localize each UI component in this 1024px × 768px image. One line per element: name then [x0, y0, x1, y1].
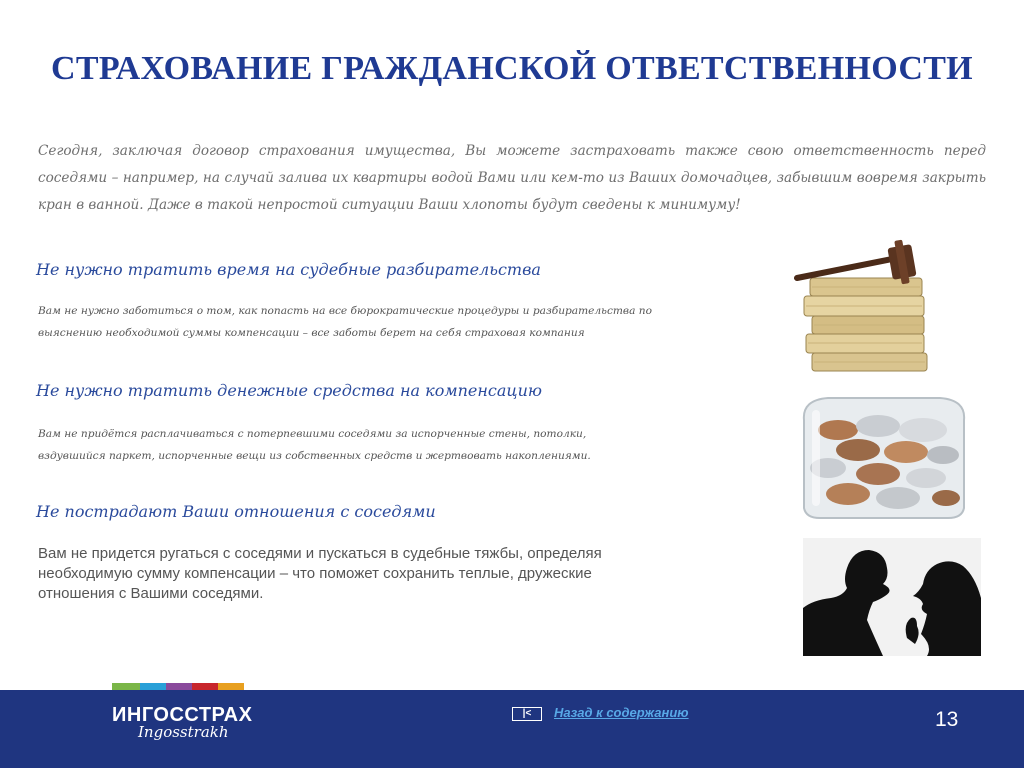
- back-to-contents-link[interactable]: Назад к содержанию: [554, 705, 689, 720]
- back-to-contents-icon[interactable]: |<: [512, 707, 542, 721]
- brand-stripe-blue: [140, 683, 166, 690]
- logo-main-text: ИНГОССТРАХ: [112, 704, 253, 726]
- section-3-line-2: необходимую сумму компенсации – что поможет сохранить теплые, дружеские: [38, 565, 592, 582]
- section-3-heading: Не пострадают Ваши отношения с соседями: [36, 502, 436, 521]
- section-1-text: [38, 300, 658, 344]
- section-3-line-1: Вам не придется ругаться с соседями и пускаться в судебные тяжбы, определяя: [38, 545, 602, 562]
- coin-jar-image: [798, 390, 970, 520]
- section-2-text: [38, 423, 658, 467]
- page-title: СТРАХОВАНИЕ ГРАЖДАНСКОЙ ОТВЕТСТВЕННОСТИ: [51, 50, 973, 87]
- gavel-and-books-image: [792, 238, 942, 376]
- brand-stripe-green: [112, 683, 140, 690]
- ingosstrakh-logo: [112, 704, 252, 741]
- brand-stripe-purple: [166, 683, 192, 690]
- section-2-heading: Не нужно тратить денежные средства на компенсацию: [36, 381, 542, 400]
- section-2-line-2: вздувшийся паркет, испорченные вещи из собственных средств и жертвовать накоплениями.: [38, 450, 591, 462]
- section-1-line-1: Вам не нужно заботиться о том, как попасть на все бюрократические процедуры и разбирательства по: [38, 305, 652, 317]
- section-3-text: [38, 544, 698, 604]
- section-1-line-2: выяснению необходимой суммы компенсации – все заботы берет на себя страховая компания: [38, 327, 585, 339]
- section-2-line-1: Вам не придётся расплачиваться с потерпевшими соседями за испорченные стены, потолки,: [38, 428, 587, 440]
- brand-stripe-red: [192, 683, 218, 690]
- section-3-line-3: отношения с Вашими соседями.: [38, 585, 264, 602]
- logo-sub-text: Ingosstrakh: [138, 723, 229, 741]
- arguing-silhouettes-image: [803, 538, 981, 656]
- brand-stripe-orange: [218, 683, 244, 690]
- section-1-heading: Не нужно тратить время на судебные разбирательства: [36, 260, 541, 279]
- page-number: 13: [935, 708, 959, 731]
- intro-paragraph: Сегодня, заключая договор страхования имущества, Вы можете застраховать также свою ответственность перед соседями – например, на случай залива их квартиры водой Вами или кем-то из Ваших домочадцев, забывшим вовремя закрыть кран в ванной. Даже в такой непростой ситуации Ваши хлопоты будут сведены к минимуму!: [38, 143, 986, 213]
